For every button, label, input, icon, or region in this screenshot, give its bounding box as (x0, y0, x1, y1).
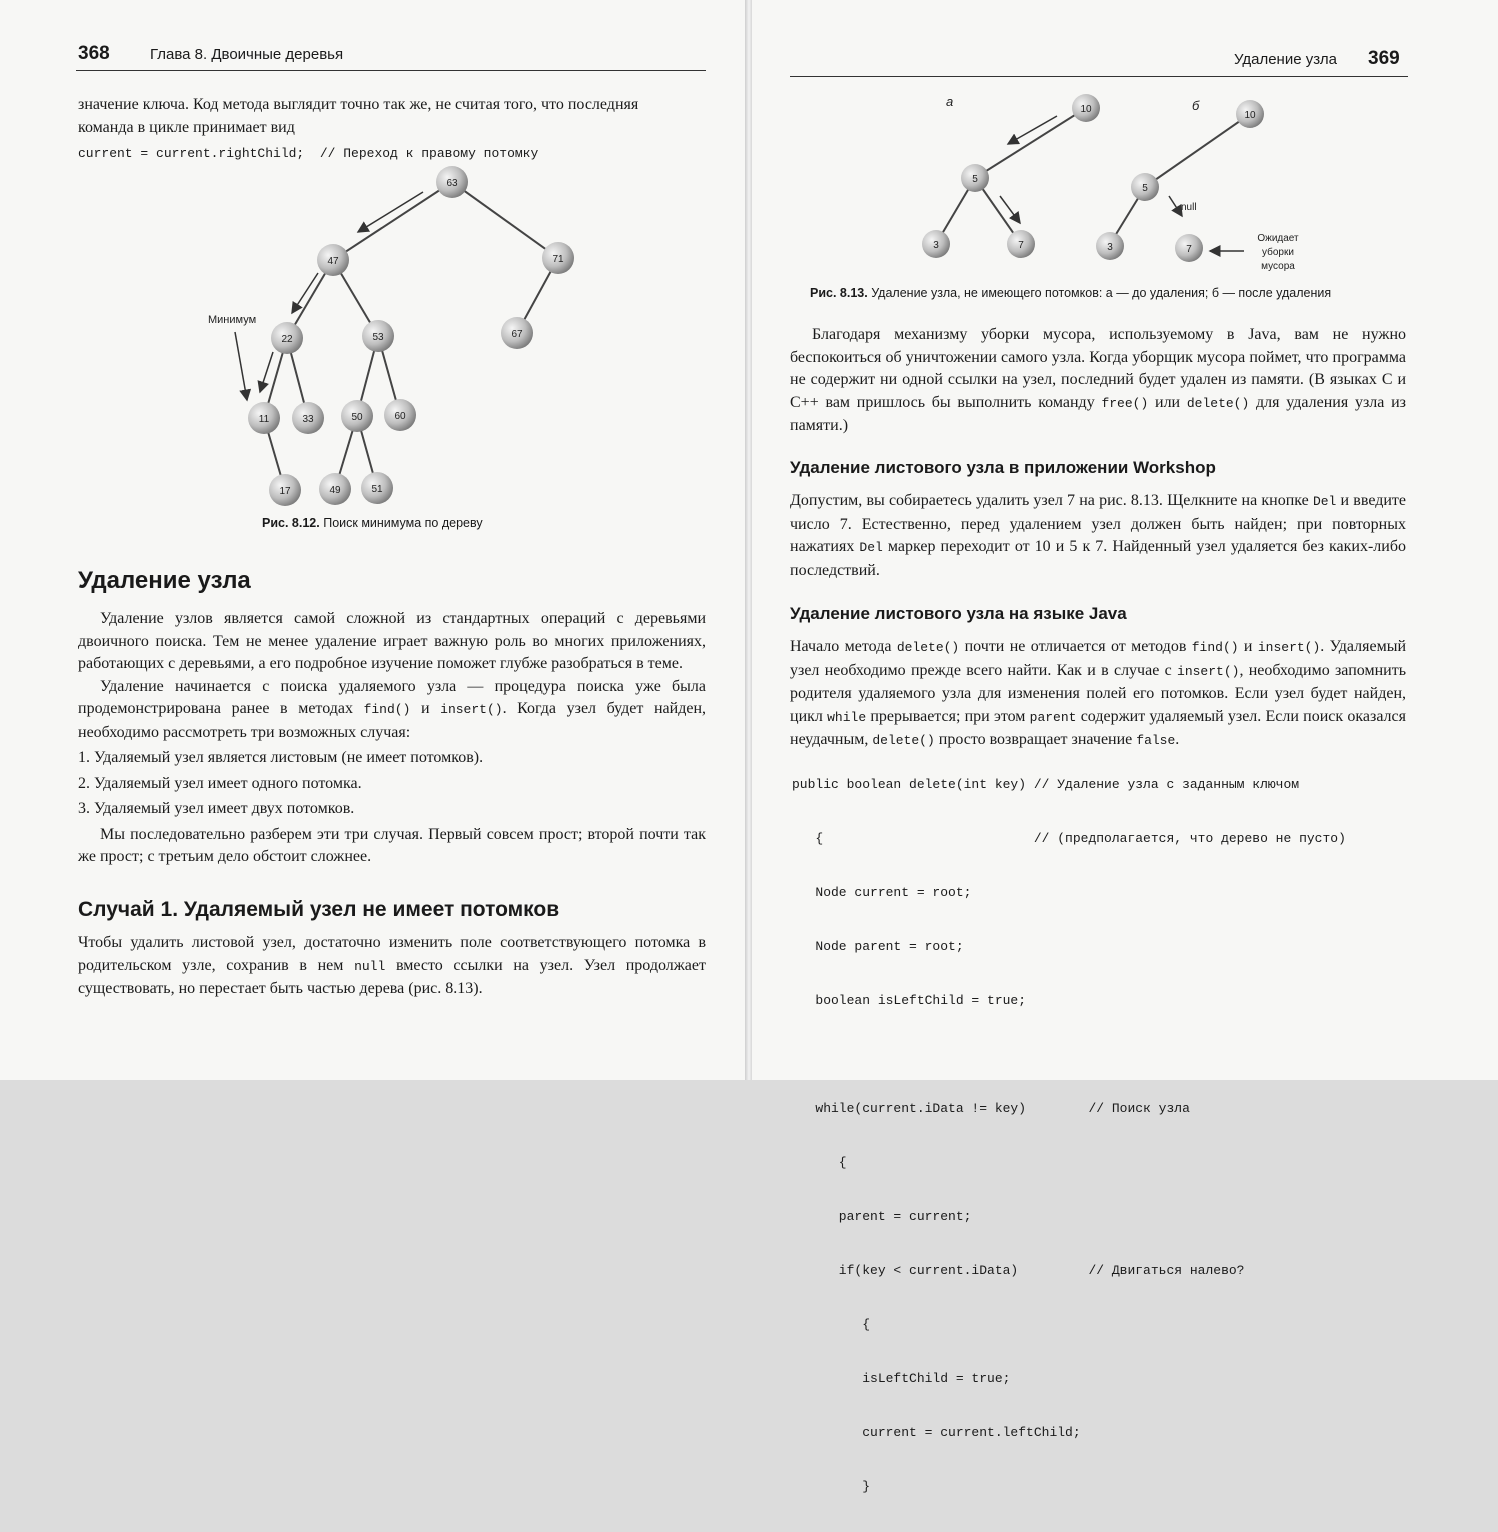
section-heading (78, 567, 251, 595)
paragraph: Удаление узлов является самой сложной из стандартных операций с деревьями двоичного поиска. Тем не менее удаление играет важную роль во многих приложениях, работающих с деревьями, а его подробное изучение поможет глубже разобраться в теме. (78, 610, 706, 672)
left-page (0, 0, 748, 1080)
tree-node (271, 322, 303, 354)
code-line: parent = current; (792, 1209, 972, 1224)
tree-nodes-b (1096, 100, 1264, 262)
tree-nodes (248, 166, 574, 506)
list-item: 3. Удаляемый узел имеет двух потомков. (78, 800, 355, 817)
header-rule (790, 76, 1408, 77)
svg-text:10: 10 (1080, 104, 1092, 115)
case-heading (78, 898, 559, 922)
code-line: current = current.leftChild; (792, 1425, 1081, 1440)
code-line: Node current = root; (792, 885, 972, 900)
svg-text:51: 51 (371, 484, 383, 495)
case-title: Случай 1. Удаляемый узел не имеет потомков (78, 898, 560, 921)
code-line: } (792, 1479, 871, 1494)
tree-node (542, 242, 574, 274)
min-label: Минимум (208, 314, 257, 326)
svg-text:33: 33 (302, 414, 314, 425)
gc-label: мусора (1261, 261, 1295, 272)
tree-node (1131, 173, 1159, 201)
svg-text:7: 7 (1186, 244, 1192, 255)
intro-line-2: команда в цикле принимает вид (78, 118, 295, 136)
code-line (792, 1046, 1346, 1064)
subsection-title: Удаление листового узла на языке Java (790, 604, 1127, 623)
page-number: 368 (78, 43, 110, 64)
gc-label: Ожидает (1257, 233, 1299, 244)
svg-text:5: 5 (972, 174, 978, 185)
paragraph: Допустим, вы собираетесь удалить узел 7 на рис. 8.13. Щелкните на кнопке Del и введите число 7. Естественно, перед удалением узел должен быть найден; при повторных нажатиях Del маркер переходит от 10 и 5 к 7. Найденный узел удаляется без каких-либо последствий. (790, 492, 1407, 579)
tree-node (436, 166, 468, 198)
paragraph: Благодаря механизму уборки мусора, используемому в Java, вам не нужно беспокоиться об уничтожении самого узла. Когда уборщик мусора поймет, что программа не содержит ни одной ссылки на узел, последний будет удален из памяти. (В языках C и C++ вам пришлось бы выполнить команду free() или delete() для удаления узла из памяти.) (790, 326, 1406, 434)
svg-text:49: 49 (329, 485, 341, 496)
svg-text:67: 67 (511, 329, 523, 340)
tree-node (1096, 232, 1124, 260)
svg-text:3: 3 (1107, 242, 1113, 253)
code-line: if(key < current.iData) // Двигаться налево? (792, 1263, 1245, 1278)
intro-code: current = current.rightChild; // Переход к правому потомку (78, 146, 539, 161)
figure-8-13-caption (810, 286, 1450, 300)
tree-nodes-a (922, 94, 1100, 258)
gc-label: уборки (1262, 247, 1294, 258)
list-item: 2. Удаляемый узел имеет одного потомка. (78, 774, 362, 792)
caption-label: Рис. 8.13. (810, 286, 868, 300)
right-body-2 (790, 490, 1406, 582)
tree-node (248, 402, 280, 434)
intro-text (78, 94, 706, 166)
label-b: б (1192, 98, 1200, 113)
code-listing (792, 740, 1346, 1532)
svg-text:60: 60 (394, 411, 406, 422)
svg-text:71: 71 (552, 254, 564, 265)
code-line: boolean isLeftChild = true; (792, 993, 1027, 1008)
tree-node (1236, 100, 1264, 128)
tree-node (317, 244, 349, 276)
svg-text:50: 50 (351, 412, 363, 423)
tree-node (319, 473, 351, 505)
code-line: Node parent = root; (792, 939, 964, 954)
paragraph: Начало метода delete() почти не отличается от методов find() и insert(). Удаляемый узел необходимо прежде всего найти. Как и в случае с insert(), необходимо запомнить родителя удаляемого узла для изменения полей его потомков. Если узел будет найден, цикл while прерывается; при этом parent содержит удаляемый узел. Если поиск оказался неудачным, delete() просто возвращает значение false. (790, 638, 1407, 748)
svg-text:53: 53 (372, 332, 384, 343)
tree-node (1007, 230, 1035, 258)
code-line: { // (предполагается, что дерево не пусто) (792, 831, 1346, 846)
paragraph: Чтобы удалить листовой узел, достаточно изменить поле соответствующего потомка в родительском узле, сохранив в нем null вместо ссылки на узел. Узел продолжает существовать, но перестает быть частью дерева (рис. 8.13). (78, 934, 706, 997)
right-body-3 (790, 636, 1406, 753)
svg-text:47: 47 (327, 256, 339, 267)
caption-text: Поиск минимума по дереву (323, 516, 483, 530)
code-line: { (792, 1155, 847, 1170)
figure-8-13-tree (902, 86, 1302, 281)
caption-text: Удаление узла, не имеющего потомков: а — до удаления; б — после удаления (871, 286, 1332, 300)
svg-text:11: 11 (258, 414, 270, 425)
tree-node (384, 399, 416, 431)
subsection-title: Удаление листового узла в приложении Workshop (790, 458, 1216, 477)
running-head: Удаление узла (1234, 51, 1338, 68)
running-head: Глава 8. Двоичные деревья (150, 46, 344, 63)
figure-8-12-tree (190, 160, 630, 510)
paragraph: Мы последовательно разберем эти три случая. Первый совсем прост; второй почти так же прост; с третьим дело обстоит сложнее. (78, 825, 706, 865)
svg-text:17: 17 (279, 486, 291, 497)
header-rule (76, 70, 706, 71)
tree-node (1072, 94, 1100, 122)
code-line: isLeftChild = true; (792, 1371, 1011, 1386)
tree-node (341, 400, 373, 432)
code-line: public boolean delete(int key) // Удаление узла с заданным ключом (792, 777, 1300, 792)
svg-text:63: 63 (446, 178, 458, 189)
right-page (752, 0, 1498, 1494)
left-body (78, 608, 706, 869)
label-a: а (946, 94, 954, 109)
null-label: null (1181, 202, 1197, 213)
search-arrows (235, 192, 423, 400)
subsection-heading (790, 604, 1127, 624)
tree-node (922, 230, 950, 258)
case-list (78, 747, 706, 821)
tree-node (362, 320, 394, 352)
svg-text:7: 7 (1018, 240, 1024, 251)
intro-line-1: значение ключа. Код метода выглядит точно так же, не считая того, что последняя (78, 96, 639, 113)
caption-label: Рис. 8.12. (262, 516, 320, 530)
figure-8-12-caption (262, 516, 483, 530)
code-line: while(current.iData != key) // Поиск узла (792, 1101, 1190, 1116)
paragraph: Удаление начинается с поиска удаляемого узла — процедура поиска уже была продемонстрирована ранее в методах find() и insert(). Когда узел будет найден, необходимо рассмотреть три возможных случая: (78, 677, 707, 741)
case-body (78, 932, 706, 1001)
right-body-1 (790, 324, 1406, 438)
tree-node (269, 474, 301, 506)
tree-node (501, 317, 533, 349)
tree-node (292, 402, 324, 434)
tree-node (1175, 234, 1203, 262)
svg-text:5: 5 (1142, 183, 1148, 194)
tree-node (961, 164, 989, 192)
list-item: 1. Удаляемый узел является листовым (не имеет потомков). (78, 749, 484, 766)
code-line: { (792, 1317, 871, 1332)
tree-node (361, 472, 393, 504)
svg-text:22: 22 (281, 334, 293, 345)
subsection-heading (790, 458, 1216, 478)
search-arrows (1000, 116, 1244, 251)
section-title: Удаление узла (78, 567, 251, 594)
svg-text:10: 10 (1244, 110, 1256, 121)
svg-text:3: 3 (933, 240, 939, 251)
page-number: 369 (1368, 48, 1400, 69)
